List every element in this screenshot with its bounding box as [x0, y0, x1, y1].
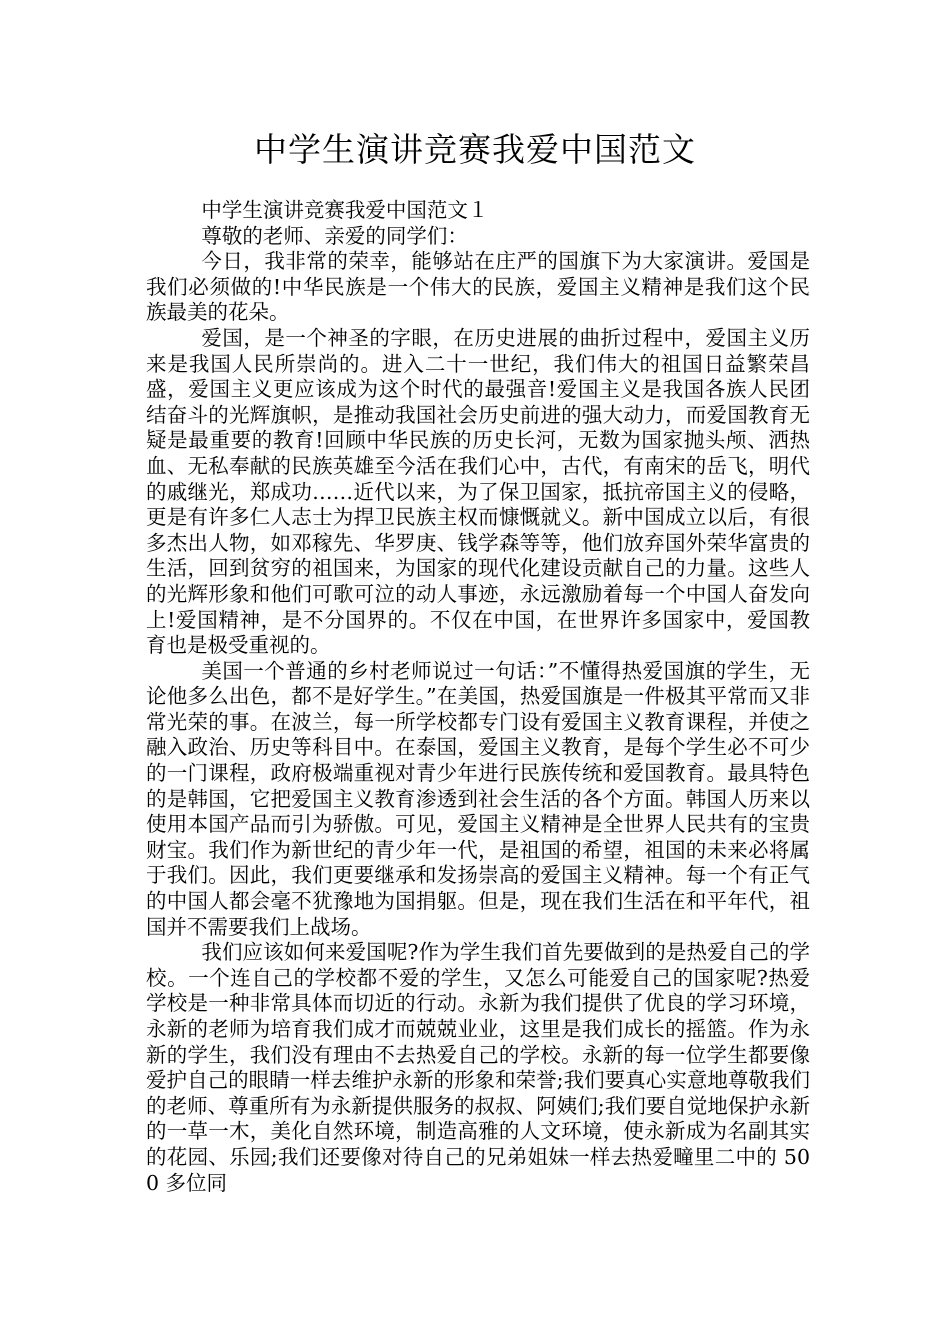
- paragraph-world: 美国一个普通的乡村老师说过一句话：”不懂得热爱国旗的学生，无论他多么出色，都不是好学生。”在美国，热爱国旗是一件极其平常而又非常光荣的事。在波兰，每一所学校都专门设有爱国主义教育课程，并使之融入政治、历史等科目中。在泰国，爱国主义教育，是每个学生必不可少的一门课程，政府极端重视对青少年进行民族传统和爱国教育。最具特色的是韩国，它把爱国主义教育渗透到社会生活的各个方面。韩国人历来以使用本国产品而引为骄傲。可见，爱国主义精神是全世界人民共有的宝贵财宝。我们作为新世纪的青少年一代，是祖国的希望，祖国的未来必将属于我们。因此，我们更要继承和发扬崇高的爱国主义精神。每一个有正气的中国人都会毫不犹豫地为国捐躯。但是，现在我们生活在和平年代，祖国并不需要我们上战场。: [146, 658, 810, 939]
- paragraph-subtitle: 中学生演讲竞赛我爱中国范文１: [201, 198, 489, 222]
- paragraph-intro: 今日，我非常的荣幸，能够站在庄严的国旗下为大家演讲。爱国是我们必须做的!中华民族是一个伟大的民族，爱国主义精神是我们这个民族最美的花朵。: [146, 249, 810, 325]
- paragraph-history: 爱国，是一个神圣的字眼，在历史进展的曲折过程中，爱国主义历来是我国人民所崇尚的。进入二十一世纪，我们伟大的祖国日益繁荣昌盛，爱国主义更应该成为这个时代的最强音!爱国主义是我国各族人民团结奋斗的光辉旗帜，是推动我国社会历史前进的强大动力，而爱国教育无疑是最重要的教育!回顾中华民族的历史长河，无数为国家抛头颅、洒热血、无私奉献的民族英雄至今活在我们心中，古代，有南宋的岳飞，明代的戚继光，郑成功……近代以来，为了保卫国家，抵抗帝国主义的侵略，更是有许多仁人志士为捍卫民族主权而慷慨就义。新中国成立以后，有很多杰出人物，如邓稼先、华罗庚、钱学森等等，他们放弃国外荣华富贵的生活，回到贫穷的祖国来，为国家的现代化建设贡献自己的力量。这些人的光辉形象和他们可歌可泣的动人事迹，永远激励着每一个中国人奋发向上!爱国精神，是不分国界的。不仅在中国，在世界许多国家中，爱国教育也是极受重视的。: [146, 325, 810, 658]
- document-body: [146, 198, 810, 1196]
- paragraph-salutation: 尊敬的老师、亲爱的同学们：: [201, 223, 468, 248]
- paragraph-school: 我们应该如何来爱国呢?作为学生我们首先要做到的是热爱自己的学校。一个连自己的学校都不爱的学生，又怎么可能爱自己的国家呢?热爱学校是一种非常具体而切近的行动。永新为我们提供了优良的学习环境，永新的老师为培育我们成才而兢兢业业，这里是我们成长的摇篮。作为永新的学生，我们没有理由不去热爱自己的学校。永新的每一位学生都要像爱护自己的眼睛一样去维护永新的形象和荣誉;我们要真心实意地尊敬我们的老师、尊重所有为永新提供服务的叔叔、阿姨们;我们要自觉地保护永新的一草一木，美化自然环境，制造高雅的人文环境，使永新成为名副其实的花园、乐园;我们还要像对待自己的兄弟姐妹一样去热爱疃里二中的 500 多位同: [146, 940, 810, 1195]
- document-title: 中学生演讲竞赛我爱中国范文: [254, 130, 696, 169]
